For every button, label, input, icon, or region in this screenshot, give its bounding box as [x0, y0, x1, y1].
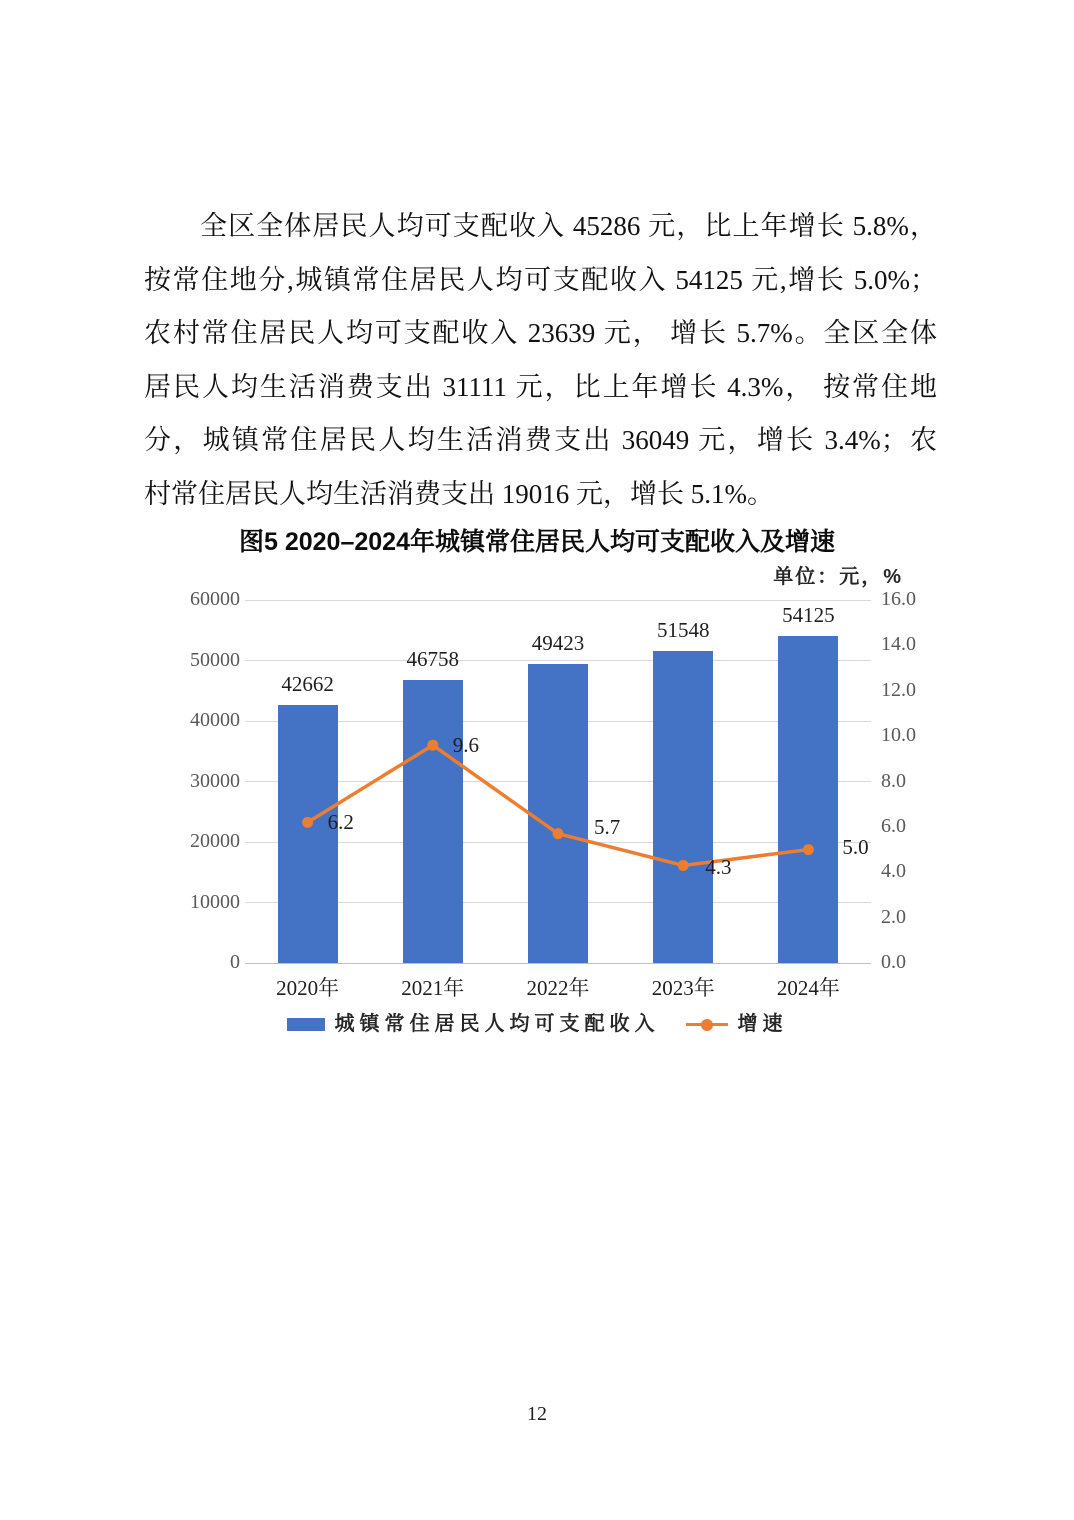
bar-value-label: 42662	[281, 671, 334, 696]
paragraph-line: 居民人均生活消费支出 31111 元，比上年增长 4.3%， 按常住地	[144, 371, 937, 402]
bar-series-swatch-icon	[287, 1018, 325, 1031]
paragraph-line: 按常住地分,城镇常住居民人均可支配收入 54125 元,增长 5.0%；	[144, 264, 937, 295]
left-axis-tick-label: 30000	[190, 769, 240, 792]
legend-label-income: 城镇常住居民人均可支配收入	[334, 1013, 660, 1035]
x-axis-label: 2021年	[401, 976, 465, 1000]
right-axis-tick-label: 10.0	[881, 724, 916, 747]
line-value-label: 5.7	[594, 814, 621, 839]
left-axis-tick-label: 20000	[190, 830, 240, 852]
bar-value-label: 46758	[406, 647, 460, 672]
right-axis-tick-label: 4.0	[881, 860, 906, 883]
bar-value-label: 51548	[656, 618, 710, 643]
x-axis-label: 2022年	[526, 976, 590, 1000]
chart-legend	[0, 1010, 1074, 1038]
bar	[653, 651, 713, 963]
legend-item-income	[287, 1010, 660, 1038]
right-axis-tick-label: 16.0	[881, 588, 916, 610]
left-axis-tick-label: 50000	[190, 648, 240, 671]
bar-value-label: 49423	[531, 630, 585, 655]
paragraph-line: 农村常住居民人均可支配收入 23639 元， 增长 5.7%。全区全体	[144, 318, 937, 348]
left-axis-tick-label: 60000	[190, 588, 240, 610]
right-axis-tick-label: 12.0	[881, 678, 916, 701]
x-axis-label: 2024年	[776, 976, 840, 1000]
x-axis-label: 2020年	[276, 976, 340, 1000]
line-value-label: 5.0	[842, 834, 869, 859]
legend-label-growth: 增速	[737, 1013, 788, 1035]
right-axis-tick-label: 6.0	[881, 814, 906, 837]
line-value-label: 4.3	[705, 855, 732, 880]
gridline	[245, 660, 871, 661]
right-axis-tick-label: 0.0	[881, 951, 906, 973]
gridline	[245, 600, 871, 601]
line-series-swatch-icon	[686, 1018, 728, 1031]
page-number: 12	[527, 1403, 547, 1425]
paragraph-line: 村常住居民人均生活消费支出 19016 元，增长 5.1%。	[144, 478, 774, 509]
chart-units-label: 单位：元，%	[773, 566, 903, 588]
line-value-label: 9.6	[452, 733, 480, 758]
right-axis-tick-label: 2.0	[881, 905, 906, 928]
bar	[528, 664, 588, 963]
legend-item-growth	[686, 1010, 788, 1038]
paragraph-line: 全区全体居民人均可支配收入 45286 元，比上年增长 5.8%，	[200, 211, 937, 241]
right-axis-tick-label: 8.0	[881, 769, 906, 792]
bar-value-label: 54125	[782, 602, 835, 627]
left-axis-tick-label: 40000	[190, 709, 240, 731]
line-value-label: 6.2	[327, 810, 354, 835]
paragraph-line: 分，城镇常住居民人均生活消费支出 36049 元，增长 3.4%；农	[144, 425, 937, 455]
bar	[778, 636, 838, 963]
left-axis-tick-label: 10000	[190, 890, 240, 913]
right-axis-tick-label: 14.0	[881, 633, 916, 656]
line-swatch-dot	[701, 1019, 713, 1031]
chart-title: 图5 2020–2024年城镇常住居民人均可支配收入及增速	[239, 528, 835, 556]
x-axis-label: 2023年	[651, 976, 715, 1000]
left-axis-tick-label: 0	[230, 951, 240, 973]
bar	[403, 680, 463, 963]
